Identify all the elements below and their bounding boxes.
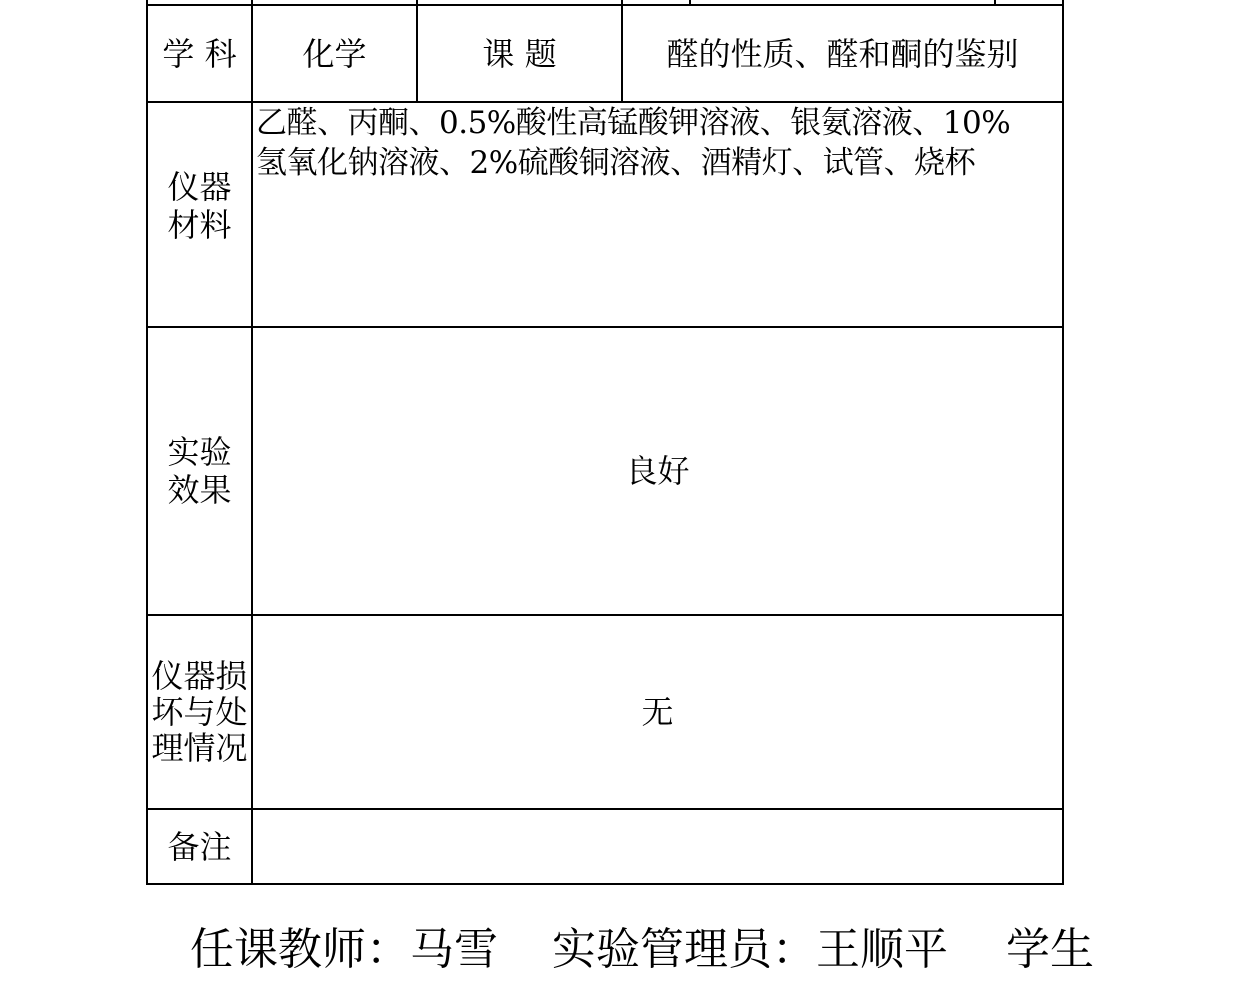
damage-label — [148, 616, 251, 808]
remarks-label: 备注 — [167, 827, 232, 866]
admin-name: 王顺平 — [816, 924, 948, 975]
remarks-value — [253, 810, 1062, 883]
experiment-record-table — [146, 0, 1064, 886]
table-border-line — [994, 0, 996, 5]
damage-label-line: 坏与处 — [151, 693, 248, 731]
topic-value: 醛的性质、醛和酮的鉴别 — [666, 34, 1019, 73]
materials-line: 乙醛、丙酮、0.5%酸性高锰酸钾溶液、银氨溶液、10% — [256, 105, 1011, 141]
materials-line: 氢氧化钠溶液、2%硫酸铜溶液、酒精灯、试管、烧杯 — [256, 145, 976, 181]
admin-label: 实验管理员： — [552, 924, 816, 975]
table-border-line — [1062, 0, 1064, 885]
topic-label: 课 题 — [482, 34, 557, 73]
subject-value: 化学 — [302, 34, 367, 73]
teacher-label: 任课教师： — [190, 924, 410, 975]
damage-label-line: 仪器损 — [151, 657, 248, 695]
damage-label-line: 理情况 — [151, 729, 248, 767]
materials-label — [148, 103, 251, 326]
subject-label: 学 科 — [162, 34, 237, 73]
materials-value — [253, 103, 1062, 326]
teacher-name: 马雪 — [410, 924, 498, 975]
signature-footer — [190, 918, 1230, 982]
table-border-line — [146, 883, 1064, 885]
effect-label-line: 效果 — [167, 471, 232, 509]
table-border-line — [689, 0, 691, 5]
effect-label — [148, 328, 251, 614]
effect-label-line: 实验 — [167, 433, 232, 471]
student-label: 学生 — [1006, 924, 1094, 975]
materials-label-line: 仪器 — [167, 167, 232, 206]
effect-value: 良好 — [625, 452, 690, 490]
damage-value: 无 — [641, 693, 674, 731]
materials-label-line: 材料 — [167, 205, 232, 244]
